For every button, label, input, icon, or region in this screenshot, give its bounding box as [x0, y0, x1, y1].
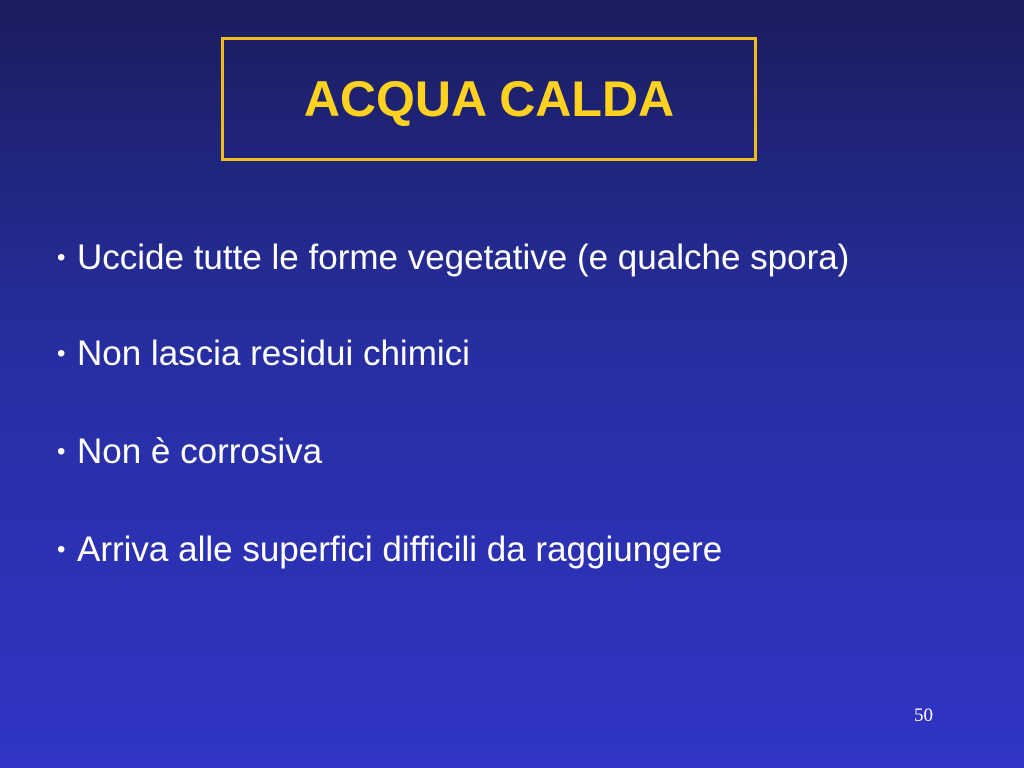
bullet-text: Non è corrosiva [77, 432, 323, 471]
bullet-dot-icon: • [57, 535, 66, 563]
bullet-dot-icon: • [57, 437, 66, 465]
bullet-dot-icon: • [57, 243, 66, 271]
bullet-item [57, 240, 849, 275]
bullet-text: Non lascia residui chimici [77, 334, 470, 373]
bullet-text: Arriva alle superfici difficili da raggiungere [77, 530, 723, 569]
page-number: 50 [914, 705, 933, 726]
bullet-item [57, 336, 470, 371]
slide-title: ACQUA CALDA [303, 71, 675, 127]
bullet-dot-icon: • [57, 339, 66, 367]
bullet-item [57, 434, 322, 469]
bullet-text: Uccide tutte le forme vegetative (e qualche spora) [77, 238, 850, 277]
title-box [221, 37, 757, 161]
bullet-item [57, 532, 722, 567]
